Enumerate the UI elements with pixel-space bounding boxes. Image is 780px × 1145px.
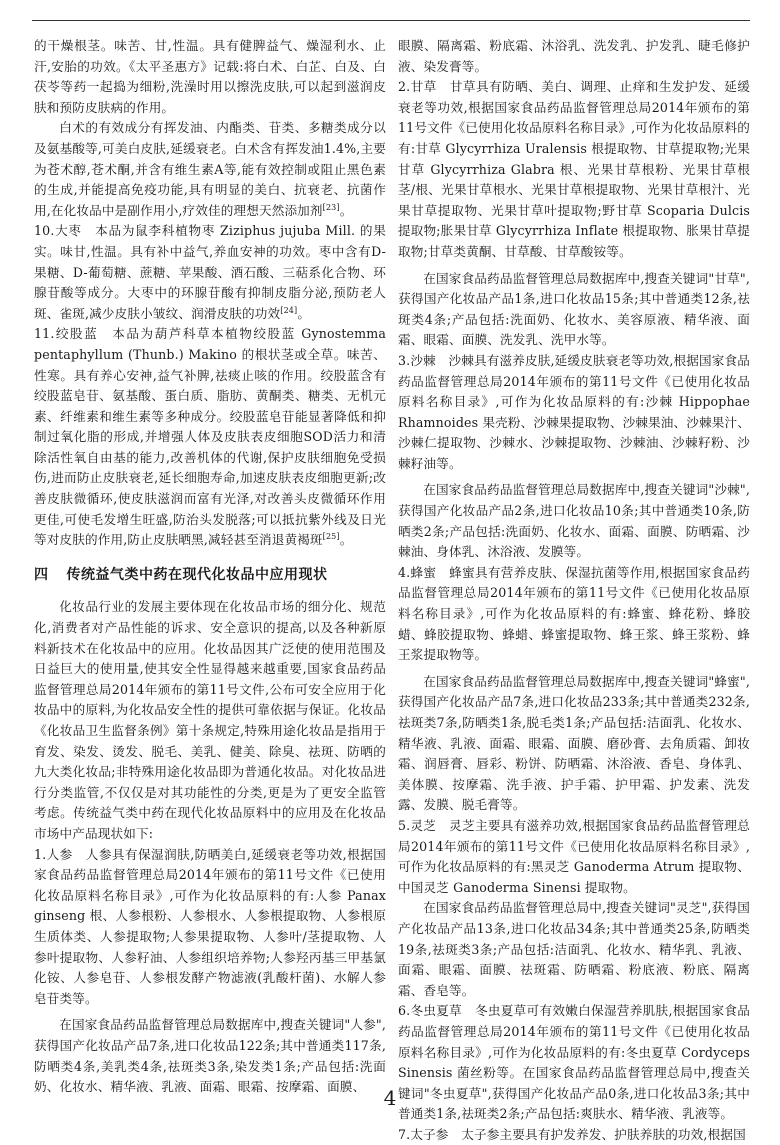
section-title: 传统益气类中药在现代化妆品中应用现状	[66, 566, 328, 583]
paragraph: 的干燥根茎。味苦、甘,性温。具有健脾益气、燥湿利水、止汗,安胎的功效。《太平圣惠方》记载:将白术、白芷、白及、白茯苓等药一起捣为细粉,洗澡时用以擦洗皮肤,可以起到滋润皮肤和预防皮肤病的作用。	[34, 38, 386, 115]
paragraph: 7.太子参 太子参主要具有护发养发、护肤养肤的功效,根据国	[398, 1126, 746, 1142]
paragraph: 10.大枣 本品为鼠李科植物枣 Ziziphus jujuba Mill. 的果实。味甘,性温。具有补中益气,养血安神的功效。枣中含有D-果糖、D-葡萄糖、蔗糖、苹果酸、酒石酸、三萜系化合物、环腺苷酸等成分。大枣中的环腺苷酸有抑制皮脂分泌,预防老人斑、雀斑,减少皮肤小皱纹、润滑皮肤的功效[24]。	[34, 223, 386, 321]
paragraph: 白术的有效成分有挥发油、内酯类、苷类、多糖类成分以及氨基酸等,可美白皮肤,延缓衰老。白术含有挥发油1.4%,主要为苍术醇,苍术酮,并含有维生素A等,能有效控制或阻止黑色素的生成,并能提高免疫功能,具有明显的美白、抗衰老、抗菌作用,在化妆品中是副作用小,疗效佳的理想天然添加剂[23]。	[34, 120, 386, 218]
paragraph: 4.蜂蜜 蜂蜜具有营养皮肤、保湿抗菌等作用,根据国家食品药品监督管理总局2014年颁布的第11号文件《已使用化妆品原料名称目录》,可作为化妆品原料的有:蜂蜜、蜂花粉、蜂胶蜡、蜂胶提取物、蜂蜡、蜂蜜提取物、蜂王浆、蜂王浆粉、蜂王浆提取物等。	[398, 564, 750, 663]
paragraph: 11.绞股蓝 本品为葫芦科草本植物绞股蓝 Gynostemma pentaphyllum (Thunb.) Makino 的根状茎或全草。味苦、性寒。具有养心安神,益气补脾,祛痰止咳的作用。绞股蓝含有绞股蓝皂苷、氨基酸、蛋白质、脂肪、黄酮类、糖类、无机元素、纤维素和维生素等多种成分。绞股蓝皂苷能显著降低和抑制过氧化脂的形成,并增强人体及皮肤表皮细胞SOD活力和清除活性氧自由基的能力,改善机体的代谢,保护皮肤细胞免受损伤,进而防止皮肤衰老,延长细胞寿命,加速皮肤表皮细胞更新;改善皮肤微循环,使皮肤滋润而富有光泽,对改善头皮微循环作用更佳,可使毛发增生旺盛,防治头发脱落;可以抵抗紫外线及日光等对皮肤的作用,防止皮肤晒黑,减轻甚至消退黄褐斑[25]。	[34, 326, 386, 548]
citation: [25]	[322, 532, 340, 542]
paragraph: 在国家食品药品监督管理总局数据库中,搜查关键词"蜂蜜",获得国产化妆品产品7条,进口化妆品233条;其中普通类232条,祛斑类7条,防晒类1条,脱毛类1条;产品包括:洁面乳、化妆水、精华液、乳液、面霜、眼霜、面膜、磨砂膏、去角质霜、卸妆霜、润唇膏、唇彩、粉饼、防晒霜、沐浴液、香皂、身体乳、美体膜、按摩霜、洗手液、护手霜、护甲霜、护发素、洗发露、发膜、脱毛膏等。	[398, 673, 750, 813]
paragraph: 1.人参 人参具有保湿润肤,防晒美白,延缓衰老等功效,根据国家食品药品监督管理总局2014年颁布的第11号文件《已使用化妆品原料名称目录》,可作为化妆品原料的有:人参 Panax ginseng 根、人参根粉、人参根水、人参根提取物、人参根原生质体类、人参提取物;人参果提取物、人参叶/茎提取物、人参叶提取物、人参籽油、人参组织培养物;人参羟丙基三甲基氯化铵、人参皂苷、人参根发酵产物滤液(乳酸杆菌)、水解人参皂苷类等。	[34, 846, 386, 1006]
paragraph: 化妆品行业的发展主要体现在化妆品市场的细分化、规范化,消费者对产品性能的诉求、安全意识的提高,以及各种新原料新技术在化妆品中的应用。化妆品因其广泛使的使用范围及日益巨大的使用量,使其安全性显得越来越重要,国家食品药品监督管理总局2014年颁布的第11号文件,公布可安全应用于化妆品中的原料,为化妆品安全性的提供可靠依据与保证。化妆品《化妆品卫生监督条例》第十条规定,特殊用途化妆品是指用于育发、染发、烫发、脱毛、美乳、健美、除臭、祛斑、防晒的九大类化妆品;非特殊用途化妆品即为普通化妆品。对化妆品进行分类监管,不仅仅是对其功能性的分类,更是为了更安全监管考虑。传统益气类中药在现代化妆品原料中的应用及在化妆品市场中产品现状如下:	[34, 599, 386, 841]
paragraph: 在国家食品药品监督管理总局数据库中,搜查关键词"甘草",获得国产化妆品产品1条,进口化妆品15条;其中普通类12条,祛斑类4条;产品包括:洗面奶、化妆水、美容原液、精华液、面霜、眼霜、面膜、洗发乳、洗甲水等。	[398, 270, 750, 348]
section-number: 四	[34, 566, 49, 583]
paragraph: 2.甘草 甘草具有防晒、美白、调理、止痒和生发护发、延缓衰老等功效,根据国家食品药品监督管理总局2014年颁布的第11号文件《已使用化妆品原料名称目录》,可作为化妆品原料的有:甘草 Glycyrrhiza Uralensis 根提取物、甘草提取物;光果甘草 Glycyrrhiza Glabra 根、光果甘草根粉、光果甘草根茎/根、光果甘草根水、光果甘草根提取物、光果甘草根汁、光果甘草提取物、光果甘草叶提取物;野甘草 Scoparia Dulcis 提取物;胀果甘草 Glycyrrhiza Inflate 根提取物、胀果甘草提取物;甘草类黄酮、甘草酸、甘草酸铵等。	[398, 79, 750, 259]
citation: [24]	[280, 305, 298, 315]
paragraph: 5.灵芝 灵芝主要具有滋养功效,根据国家食品药品监督管理总局2014年颁布的第11号文件《已使用化妆品原料名称目录》,可作为化妆品原料的有:黑灵芝 Ganoderma Atrum 提取物、中国灵芝 Ganoderma Sinensi 提取物。	[398, 817, 750, 895]
right-column	[398, 36, 750, 1145]
paragraph: 在国家食品药品监督管理总局中,搜查关键词"灵芝",获得国产化妆品产品13条,进口化妆品34条;其中普通类25条,防晒类19条,祛斑类3条;产品包括:洁面乳、化妆水、精华乳、乳液、面霜、眼霜、面膜、祛斑霜、防晒霜、粉底液、粉底、隔离霜、香皂等。	[398, 900, 750, 998]
paragraph: 在国家食品药品监督管理总局数据库中,搜查关键词"人参",获得国产化妆品产品7条,进口化妆品122条;其中普通类117条,防晒类4条,美乳类4条,祛斑类3条,染发类1条;产品包括:洗面奶、化妆水、精华液、乳液、面霜、眼霜、按摩霜、面膜、	[34, 1017, 386, 1095]
left-column	[34, 36, 386, 1098]
paragraph: 在国家食品药品监督管理总局数据库中,搜查关键词"沙棘",获得国产化妆品产品2条,进口化妆品10条;其中普通类10条,防晒类2条;产品包括:洗面奶、化妆水、面霜、面膜、防晒霜、沙棘油、身体乳、沐浴液、发膜等。	[398, 482, 750, 560]
page-number: 4	[383, 1086, 397, 1110]
citation: [23]	[322, 202, 340, 212]
paragraph: 3.沙棘 沙棘具有滋养皮肤,延缓皮肤衰老等功效,根据国家食品药品监督管理总局2014年颁布的第11号文件《已使用化妆品原料名称目录》,可作为化妆品原料的有:沙棘 Hippophae Rhamnoides 果壳粉、沙棘果提取物、沙棘果油、沙棘果汁、沙棘仁提取物、沙棘水、沙棘提取物、沙棘油、沙棘籽粉、沙棘籽油等。	[398, 352, 751, 471]
section-heading	[34, 565, 386, 586]
paragraph: 眼膜、隔离霜、粉底霜、沐浴乳、洗发乳、护发乳、睫毛修护液、染发膏等。	[398, 38, 750, 74]
paragraph: 6.冬虫夏草 冬虫夏草可有效嫩白保湿营养肌肤,根据国家食品药品监督管理总局2014年颁布的第11号文件《已使用化妆品原料名称目录》,可作为化妆品原料的有:冬虫夏草 Cordyceps Sinensis 菌丝粉等。在国家食品药品监督管理总局中,搜查关键词"冬虫夏草",获得国产化妆品产品0条,进口化妆品3条;其中普通类1条,祛斑类2条;产品包括:爽肤水、精华液、乳液等。	[398, 1003, 750, 1122]
header-rule	[32, 20, 750, 21]
